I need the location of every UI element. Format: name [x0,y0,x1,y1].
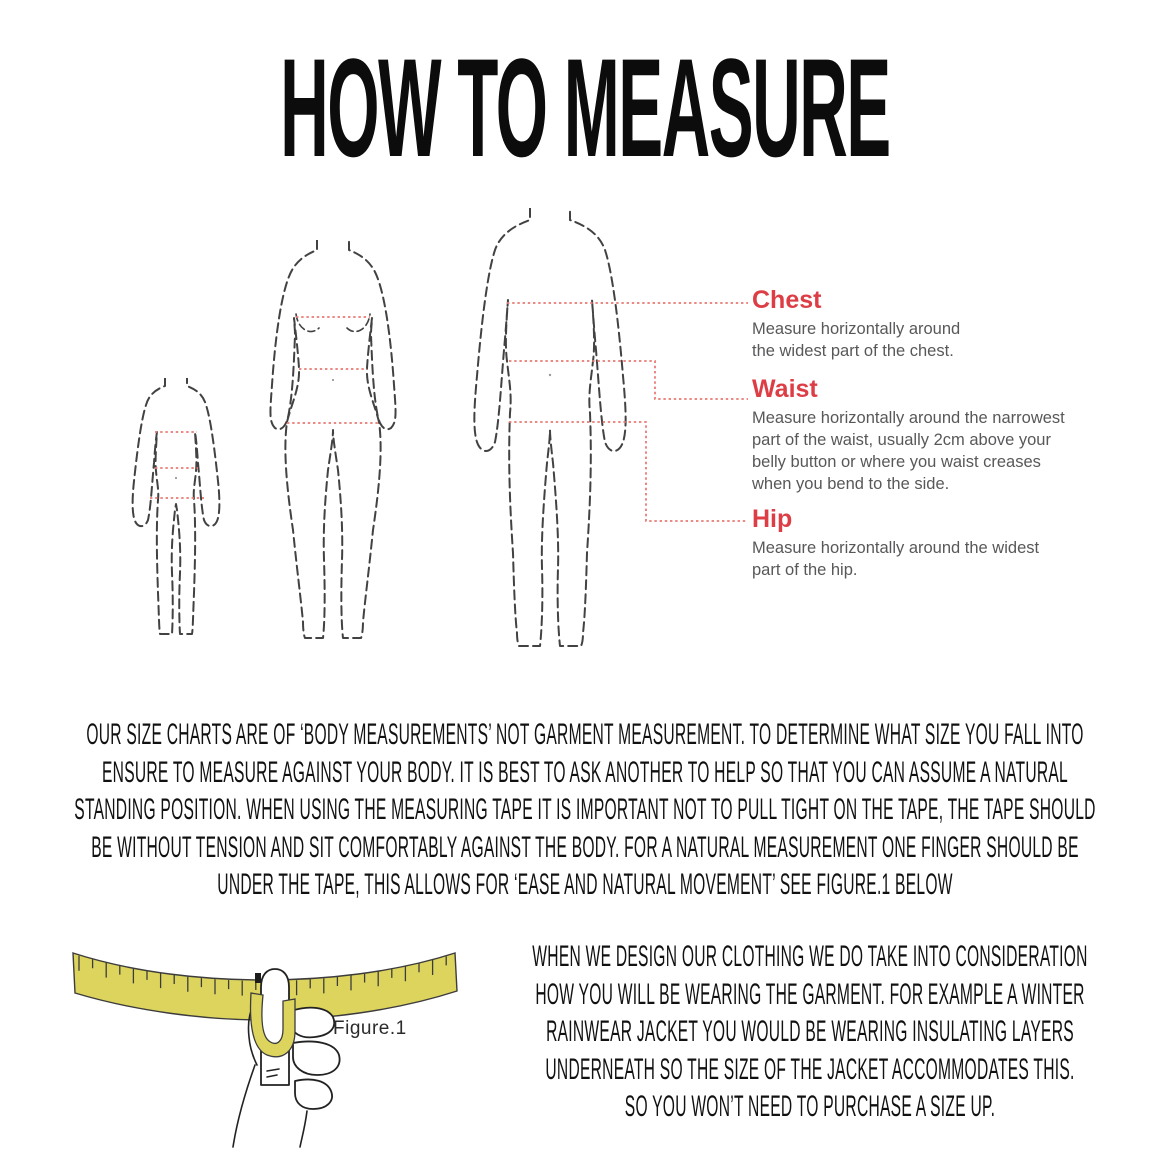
folded-finger [293,1042,340,1076]
male-body-outline [474,208,625,646]
female-body-outline [270,240,395,638]
design-note-line: UNDERNEATH SO THE SIZE OF THE JACKET ACCOMMODATES THIS. [545,1052,1075,1086]
child-belly-dot [175,477,177,479]
palm-left-edge [233,1065,255,1147]
chest-description-line: Measure horizontally around [752,320,961,338]
figure1-caption: Figure.1 [333,1018,407,1039]
waist-description-line: Measure horizontally around the narrowest [752,409,1065,427]
intro-line: BE WITHOUT TENSION AND SIT COMFORTABLY AGAINST THE BODY. FOR A NATURAL MEASUREMENT ONE FINGER SHOULD BE [91,830,1079,864]
folded-finger [291,1008,334,1038]
child-silhouette [125,378,227,642]
waist-description-line: part of the waist, usually 2cm above your [752,431,1051,449]
intro-line: UNDER THE TAPE, THIS ALLOWS FOR ‘EASE AND NATURAL MOVEMENT’ SEE FIGURE.1 BELOW [217,868,953,901]
chest-label-block [752,286,1092,362]
male-belly-dot [549,374,551,376]
title-wrap [0,29,1170,186]
hip-description-line: Measure horizontally around the widest [752,539,1040,557]
design-note-line: RAINWEAR JACKET YOU WOULD BE WEARING INSULATING LAYERS [546,1015,1074,1048]
folded-finger [295,1079,332,1109]
female-silhouette [267,240,399,640]
male-silhouette [468,208,628,648]
female-belly-dot [332,379,334,381]
design-note-line: SO YOU WON’T NEED TO PURCHASE A SIZE UP. [624,1090,996,1123]
design-note-paragraph [446,938,1170,1126]
child-body-outline [133,378,220,634]
waist-description-line: when you bend to the side. [752,475,950,493]
waist-label: Waist [752,375,818,403]
wrist-right-edge [300,1111,307,1147]
design-note-line: HOW YOU WILL BE WEARING THE GARMENT. FOR EXAMPLE A WINTER [535,977,1085,1011]
measuring-tape-illustration [55,935,465,1150]
design-note-line: WHEN WE DESIGN OUR CLOTHING WE DO TAKE INTO CONSIDERATION [532,940,1088,973]
intro-line: STANDING POSITION. WHEN USING THE MEASURING TAPE IT IS IMPORTANT NOT TO PULL TIGHT ON THE TAPE, THE TAPE SHOULD [74,793,1096,826]
intro-paragraph [0,716,1170,904]
intro-line: OUR SIZE CHARTS ARE OF ‘BODY MEASUREMENTS’ NOT GARMENT MEASUREMENT. TO DETERMINE WHAT SIZE YOU FALL INTO [86,718,1084,751]
hip-description-line: part of the hip. [752,561,858,579]
waist-description-line: belly button or where you waist creases [752,453,1041,471]
tape-start-mark [255,973,261,983]
page-title: HOW TO MEASURE [280,29,890,186]
hip-label-block [752,505,1092,581]
hip-label: Hip [752,505,793,533]
chest-label: Chest [752,286,822,314]
chest-description-line: the widest part of the chest. [752,342,954,360]
waist-label-block [752,375,1092,495]
intro-line: ENSURE TO MEASURE AGAINST YOUR BODY. IT IS BEST TO ASK ANOTHER TO HELP SO THAT YOU CAN ASSUME A NATURAL [102,755,1068,789]
